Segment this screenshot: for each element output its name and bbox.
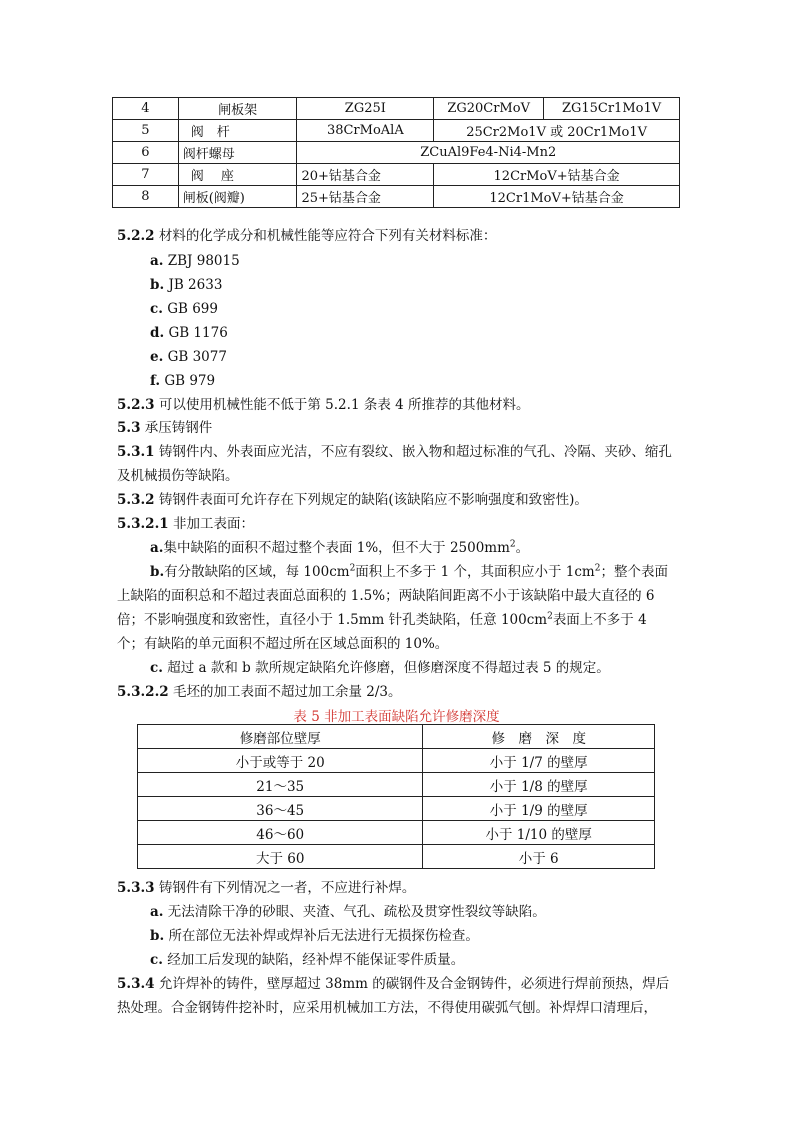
table-cell: 小于 1/7 的壁厚: [423, 749, 655, 773]
item-text: 面积上不多于 1 个，其面积应小于 1cm: [355, 564, 595, 580]
item-text: ZBJ 98015: [167, 253, 240, 269]
part-name: 闸板架: [178, 98, 297, 120]
table-cell: 46～60: [138, 821, 423, 845]
table-header-row: [138, 725, 655, 749]
table-row: [138, 821, 655, 845]
table-cell: 小于 1/9 的壁厚: [423, 797, 655, 821]
list-item: [150, 902, 546, 922]
material-cell: 25Cr2Mo1V 或 20Cr1Mo1V: [434, 120, 680, 142]
list-item: [150, 299, 218, 319]
superscript: 2: [509, 539, 516, 550]
list-item: [150, 275, 222, 295]
clause-text: 毛坯的加工表面不超过加工余量 2/3。: [172, 684, 402, 700]
clause-5-3-2-2: [117, 682, 402, 702]
clause-text: 材料的化学成分和机械性能等应符合下列有关材料标准：: [158, 228, 497, 244]
item-text: 。: [515, 540, 530, 556]
item-letter: a.: [150, 904, 164, 920]
clause-5-3-2: [117, 490, 588, 510]
clause-number: 5.2.2: [117, 228, 155, 244]
item-letter: e.: [150, 349, 164, 365]
item-letter: a.: [150, 540, 164, 556]
table-cell: 21～35: [138, 773, 423, 797]
row-number: 7: [113, 164, 179, 186]
material-cell: ZG15Cr1Mo1V: [544, 98, 680, 120]
table-5-caption: 表 5 非加工表面缺陷允许修磨深度: [293, 709, 500, 725]
row-number: 4: [113, 98, 179, 120]
item-text: GB 3077: [167, 349, 227, 365]
item-text: 经加工后发现的缺陷，经补焊不能保证零件质量。: [167, 952, 465, 968]
table-cell: 36～45: [138, 797, 423, 821]
clause-number: 5.3.2.1: [117, 516, 169, 532]
row-number: 5: [113, 120, 179, 142]
clause-text: 非加工表面：: [172, 516, 254, 532]
item-b: [117, 560, 677, 656]
column-header: 修 磨 深 度: [423, 725, 655, 749]
item-text: ；整个表面上缺陷的面积总和不超过表面总面积的 1.5%；两缺陷间距离不小于该缺陷中最大直径的 6 倍；不影响强度和致密性，直径小于 1.5mm 针孔类缺陷，任意 100cm: [117, 564, 668, 628]
superscript: 2: [349, 563, 356, 574]
list-item: [150, 347, 227, 367]
table-cell: 小于 1/8 的壁厚: [423, 773, 655, 797]
material-cell: 38CrMoAlA: [297, 120, 434, 142]
table-row: [113, 120, 680, 142]
item-letter: b.: [150, 928, 165, 944]
item-a: [150, 538, 529, 558]
item-text: GB 979: [164, 373, 216, 389]
table-row: [113, 142, 680, 164]
table-5: [137, 724, 655, 869]
item-letter: d.: [150, 325, 165, 341]
item-letter: c.: [150, 952, 163, 968]
table-cell: 大于 60: [138, 845, 423, 869]
list-item: [150, 251, 240, 271]
clause-5-2-3: [117, 395, 530, 415]
clause-number: 5.3.1: [117, 444, 155, 460]
material-cell: 12Cr1MoV+钴基合金: [434, 186, 680, 208]
material-cell: 25+钴基合金: [297, 186, 434, 208]
item-text: 表面上不多于 4 个；有缺陷的单元面积不超过所在区域总面积的 10%。: [117, 612, 647, 652]
table-cell: 小于 6: [423, 845, 655, 869]
clause-5-3-1: [117, 440, 677, 488]
part-name: 闸板(阀瓣): [178, 186, 297, 208]
table-row: [138, 845, 655, 869]
clause-number: 5.3.3: [117, 880, 155, 896]
clause-5-3-2-1: [117, 514, 254, 534]
clause-text: 铸钢件表面可允许存在下列规定的缺陷(该缺陷应不影响强度和致密性)。: [158, 492, 588, 508]
table-row: [138, 749, 655, 773]
row-number: 8: [113, 186, 179, 208]
clause-number: 5.3.2: [117, 492, 155, 508]
clause-5-3-4: [117, 972, 677, 1020]
clause-number: 5.2.3: [117, 397, 155, 413]
list-item: [150, 371, 215, 391]
item-text: GB 1176: [168, 325, 228, 341]
clause-text: 可以使用机械性能不低于第 5.2.1 条表 4 所推荐的其他材料。: [158, 397, 530, 413]
table-row: [113, 186, 680, 208]
item-text: 超过 a 款和 b 款所规定缺陷允许修磨，但修磨深度不得超过表 5 的规定。: [167, 660, 610, 676]
clause-text: 允许焊补的铸件，壁厚超过 38mm 的碳钢件及合金钢铸件，必须进行焊前预热，焊后热处理。合金钢铸件挖补时，应采用机械加工方法，不得使用碳弧气刨。补焊焊口清理后，: [117, 976, 670, 1016]
clause-text: 铸钢件有下列情况之一者，不应进行补焊。: [158, 880, 416, 896]
material-table: [112, 97, 680, 208]
table-cell: 小于或等于 20: [138, 749, 423, 773]
clause-text: 铸钢件内、外表面应光洁，不应有裂纹、嵌入物和超过标准的气孔、冷隔、夹砂、缩孔及机械损伤等缺陷。: [117, 444, 672, 484]
section-5-3-heading: [117, 418, 212, 438]
list-item: [150, 323, 228, 343]
item-c: [150, 658, 610, 678]
part-name: 阀 座: [178, 164, 297, 186]
material-cell: ZG25Ⅰ: [297, 98, 434, 120]
item-letter: c.: [150, 660, 163, 676]
clause-5-3-3: [117, 878, 415, 898]
item-text: 所在部位无法补焊或焊补后无法进行无损探伤检查。: [168, 928, 479, 944]
part-name: 阀 杆: [178, 120, 297, 142]
table-cell: 小于 1/10 的壁厚: [423, 821, 655, 845]
table-row: [138, 797, 655, 821]
item-letter: b.: [150, 277, 165, 293]
superscript: 2: [594, 563, 601, 574]
item-letter: c.: [150, 301, 163, 317]
clause-number: 5.3.4: [117, 976, 155, 992]
clause-number: 5.3: [117, 420, 141, 436]
superscript: 2: [547, 611, 553, 622]
part-name: 阀杆螺母: [178, 142, 297, 164]
material-cell: ZG20CrMoV: [434, 98, 544, 120]
material-cell: ZCuAl9Fe4-Ni4-Mn2: [297, 142, 680, 164]
item-text: 无法清除干净的砂眼、夹渣、气孔、疏松及贯穿性裂纹等缺陷。: [167, 904, 546, 920]
item-text: JB 2633: [168, 277, 223, 293]
item-text: 集中缺陷的面积不超过整个表面 1%，但不大于 2500mm: [163, 540, 510, 556]
row-number: 6: [113, 142, 179, 164]
table-row: [113, 98, 680, 120]
clause-text: 承压铸钢件: [144, 420, 213, 436]
material-cell: 20+钴基合金: [297, 164, 434, 186]
item-letter: a.: [150, 253, 164, 269]
material-cell: 12CrMoV+钴基合金: [434, 164, 680, 186]
item-text: 有分散缺陷的区域，每 100cm: [164, 564, 350, 580]
clause-5-2-2: [117, 226, 496, 246]
item-letter: f.: [150, 373, 161, 389]
list-item: [150, 950, 464, 970]
item-text: GB 699: [167, 301, 218, 317]
item-letter: b.: [150, 564, 165, 580]
table-row: [113, 164, 680, 186]
table-row: [138, 773, 655, 797]
column-header: 修磨部位壁厚: [138, 725, 423, 749]
clause-number: 5.3.2.2: [117, 684, 169, 700]
list-item: [150, 926, 479, 946]
